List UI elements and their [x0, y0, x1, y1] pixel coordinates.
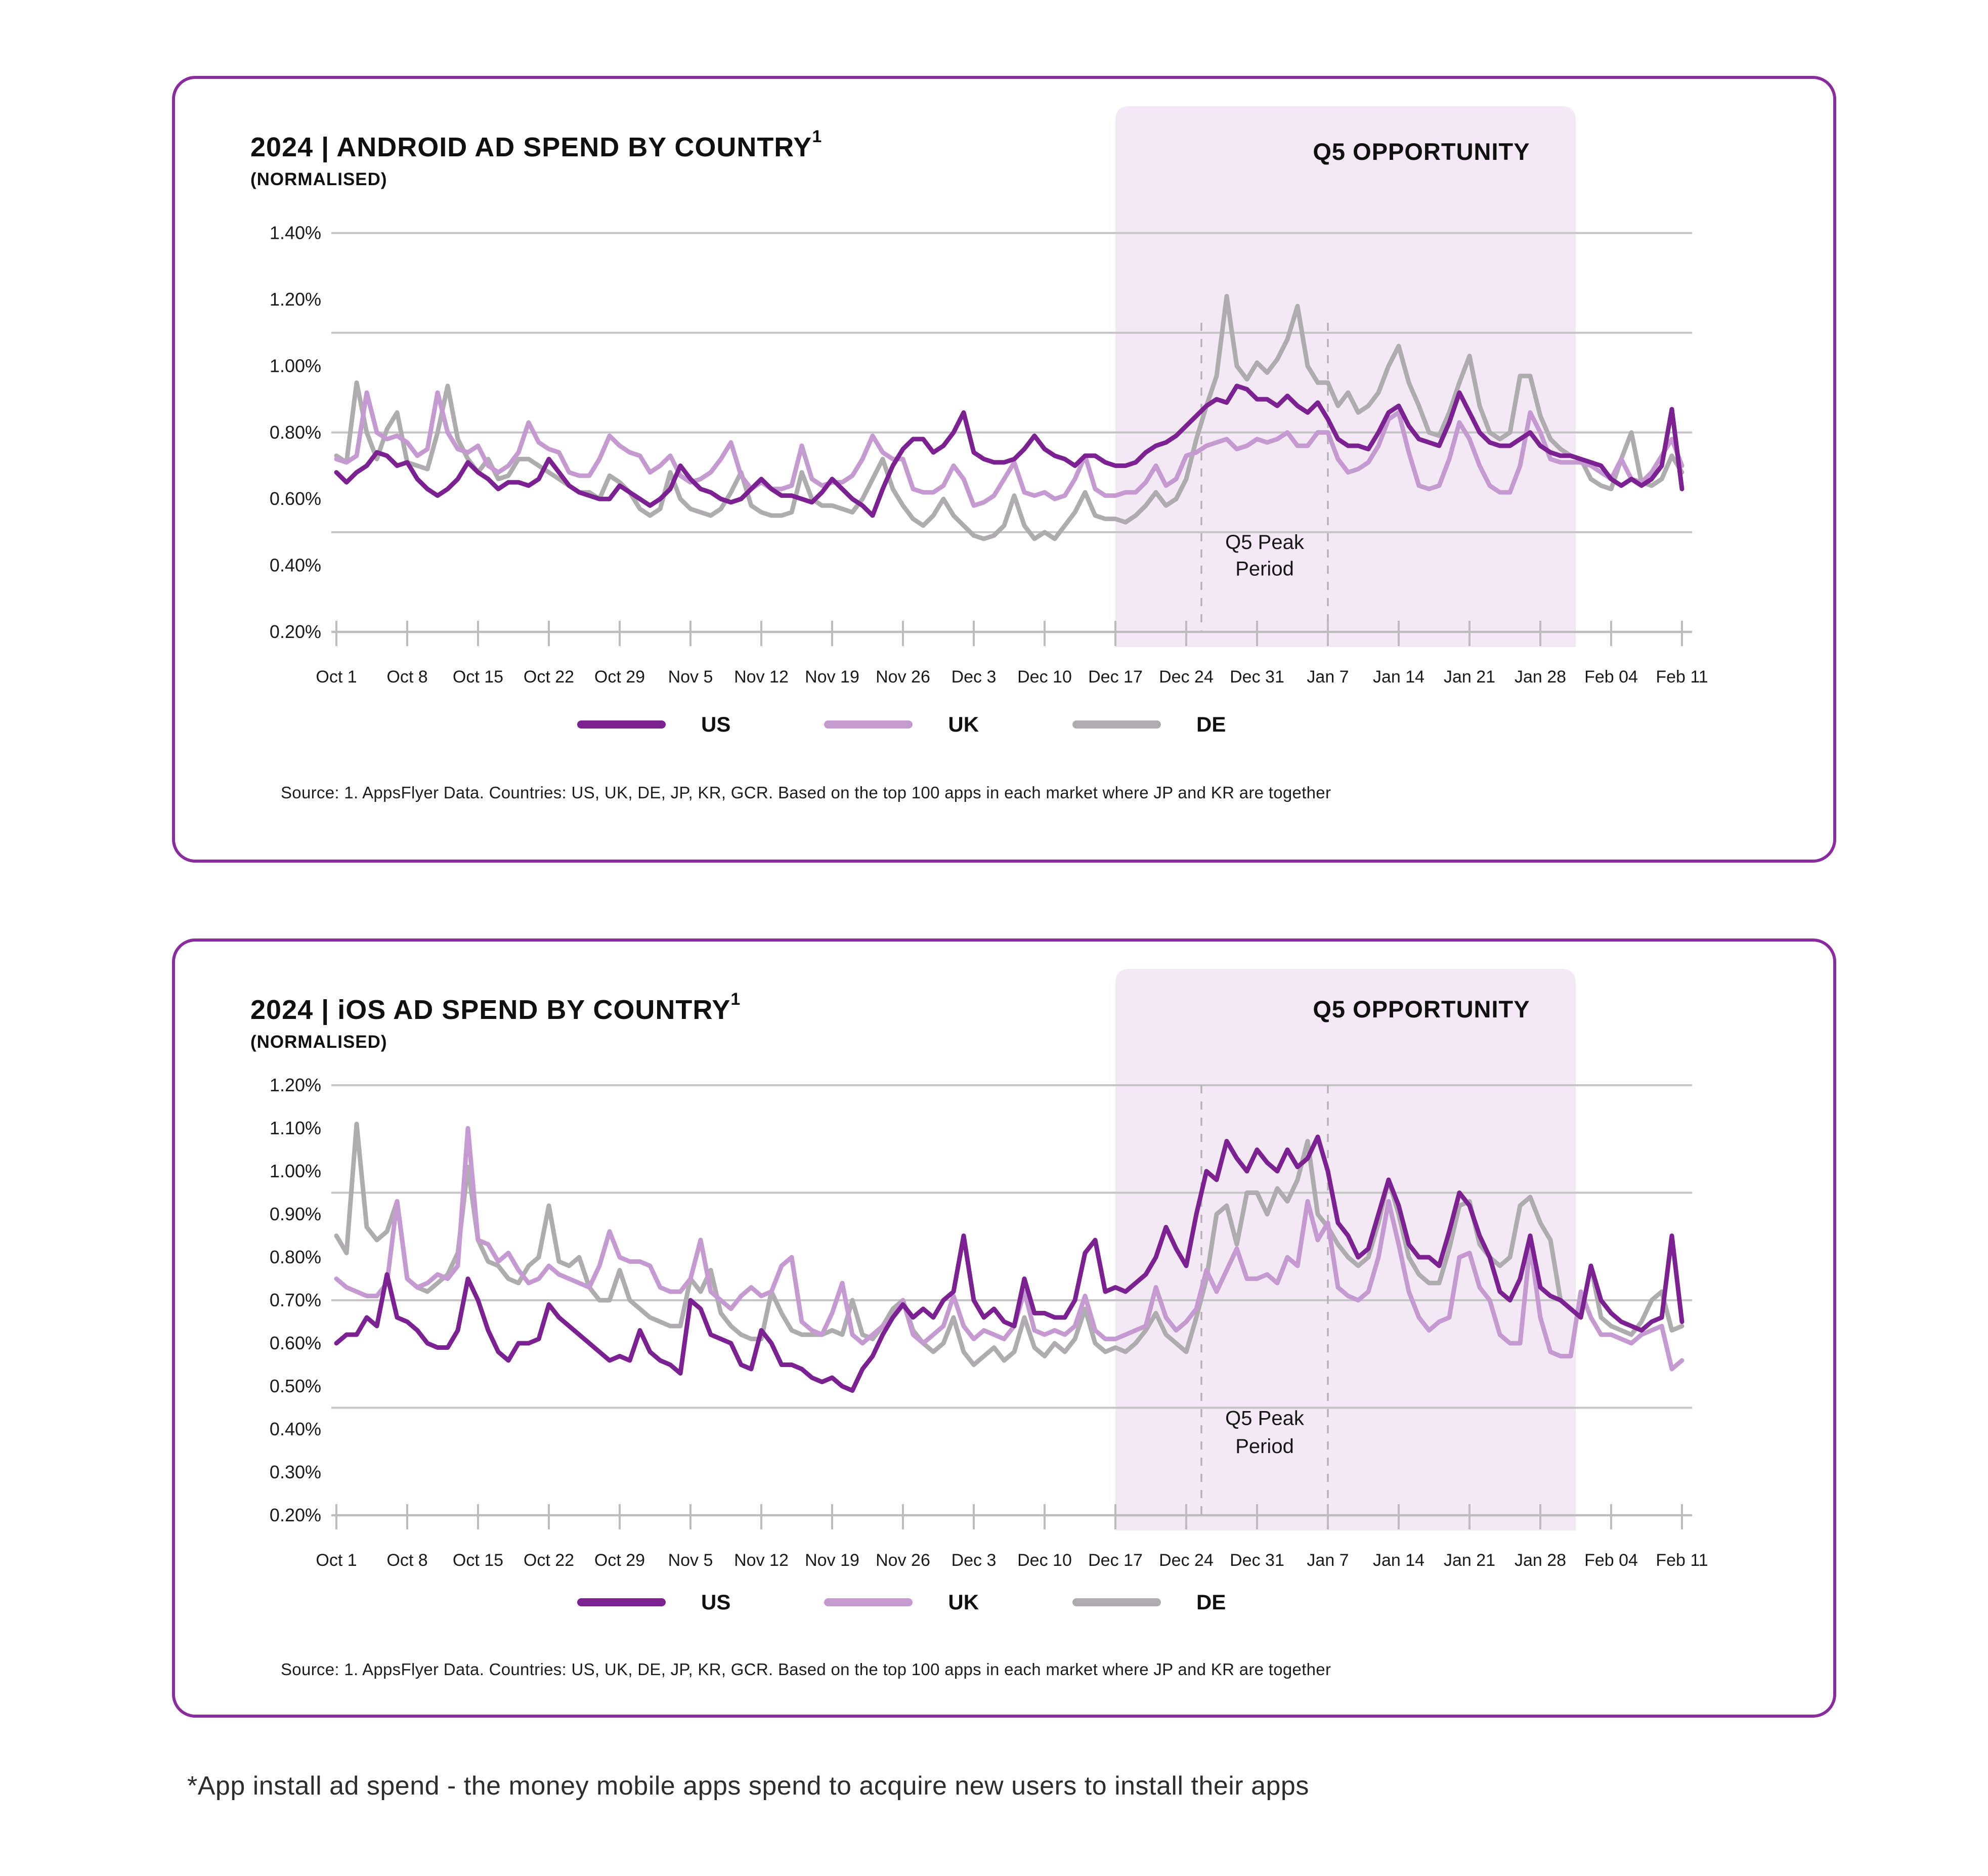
x-tick-label: Dec 10	[1017, 1551, 1072, 1570]
y-tick-label: 0.30%	[269, 1462, 321, 1482]
x-tick-label: Oct 22	[523, 1551, 575, 1570]
x-tick-label: Oct 29	[594, 1551, 645, 1570]
ios-chart-header	[250, 990, 741, 1052]
q5-opportunity-label: Q5 OPPORTUNITY	[1313, 996, 1530, 1022]
y-tick-label: 0.80%	[269, 421, 321, 443]
y-tick-label: 0.80%	[269, 1247, 321, 1267]
us-legend-swatch-icon	[577, 720, 666, 729]
ios-chart-subtitle: (NORMALISED)	[250, 1032, 387, 1052]
x-tick-label: Jan 14	[1372, 667, 1425, 687]
y-tick-label: 0.90%	[269, 1204, 321, 1224]
x-tick-label: Dec 3	[951, 667, 997, 687]
x-tick-label: Oct 29	[594, 667, 645, 687]
x-tick-label: Nov 26	[876, 1551, 930, 1570]
y-tick-label: 0.20%	[269, 621, 321, 642]
ios-legend	[577, 1590, 1226, 1614]
de-legend-swatch-icon	[1072, 1598, 1161, 1606]
legend-label: US	[701, 1590, 731, 1614]
android-source-note: Source: 1. AppsFlyer Data. Countries: US, UK, DE, JP, KR, GCR. Based on the top 100 apps in each market where JP and KR are together	[281, 783, 1331, 802]
legend-item-us	[577, 1590, 730, 1614]
y-tick-label: 0.60%	[269, 1333, 321, 1353]
android-chart-title	[250, 127, 822, 162]
y-tick-label: 1.20%	[269, 289, 321, 310]
uk-legend-swatch-icon	[824, 1598, 913, 1606]
x-tick-label: Oct 15	[452, 667, 504, 687]
x-tick-label: Dec 17	[1088, 1551, 1143, 1570]
ios-chart-card	[172, 939, 1836, 1718]
legend-item-uk	[824, 1590, 979, 1614]
android-title-footnote-marker: 1	[812, 127, 823, 146]
x-tick-label: Oct 8	[386, 1551, 428, 1570]
ios-title-text: 2024 | iOS AD SPEND BY COUNTRY	[250, 995, 731, 1025]
x-tick-label: Dec 3	[951, 1551, 997, 1570]
legend-item-us	[577, 712, 730, 737]
q5-peak-period-label-line: Q5 Peak	[1225, 531, 1304, 553]
android-title-text: 2024 | ANDROID AD SPEND BY COUNTRY	[250, 132, 812, 162]
ios-title-footnote-marker: 1	[730, 990, 741, 1009]
x-tick-label: Oct 1	[316, 1551, 357, 1570]
legend-label: DE	[1196, 712, 1226, 736]
x-tick-label: Nov 12	[734, 667, 789, 687]
legend-label: DE	[1196, 1590, 1226, 1614]
x-tick-label: Dec 24	[1159, 667, 1214, 687]
android-chart-header	[250, 127, 822, 190]
q5-peak-period-label-line: Q5 Peak	[1225, 1407, 1304, 1430]
y-tick-label: 0.50%	[269, 1376, 321, 1396]
android-legend	[577, 712, 1226, 737]
x-tick-label: Jan 14	[1372, 1551, 1425, 1570]
x-tick-label: Nov 12	[734, 1551, 789, 1570]
y-tick-label: 1.00%	[269, 355, 321, 376]
x-tick-label: Feb 11	[1656, 667, 1708, 687]
x-tick-label: Oct 1	[316, 667, 357, 687]
de-legend-swatch-icon	[1072, 720, 1161, 729]
legend-item-de	[1072, 712, 1226, 737]
x-tick-label: Nov 5	[668, 667, 713, 687]
q5-opportunity-label: Q5 OPPORTUNITY	[1313, 138, 1530, 165]
x-tick-label: Oct 22	[523, 667, 575, 687]
y-tick-label: 1.20%	[269, 1075, 321, 1095]
q5-peak-period-label-line: Period	[1235, 558, 1294, 580]
us-legend-swatch-icon	[577, 1598, 666, 1606]
x-tick-label: Feb 04	[1584, 667, 1638, 687]
x-tick-label: Dec 24	[1159, 1551, 1214, 1570]
x-tick-label: Feb 11	[1656, 1551, 1708, 1570]
y-tick-label: 0.40%	[269, 1419, 321, 1439]
ios-chart-title	[250, 990, 741, 1025]
x-tick-label: Dec 31	[1230, 667, 1284, 687]
uk-legend-swatch-icon	[824, 720, 913, 729]
q5-opportunity-band	[1115, 969, 1576, 1530]
android-plot-svg	[175, 79, 1833, 860]
x-tick-label: Jan 28	[1514, 667, 1567, 687]
y-tick-label: 0.40%	[269, 555, 321, 576]
android-chart-subtitle: (NORMALISED)	[250, 169, 387, 190]
q5-opportunity-band	[1115, 106, 1576, 647]
x-tick-label: Jan 21	[1443, 1551, 1496, 1570]
x-tick-label: Jan 7	[1307, 667, 1349, 687]
x-tick-label: Jan 28	[1514, 1551, 1567, 1570]
x-tick-label: Nov 5	[668, 1551, 713, 1570]
y-tick-label: 0.70%	[269, 1290, 321, 1310]
legend-label: UK	[948, 712, 979, 736]
android-chart-card	[172, 76, 1836, 863]
x-tick-label: Oct 8	[386, 667, 428, 687]
y-tick-label: 1.00%	[269, 1161, 321, 1181]
x-tick-label: Nov 19	[805, 1551, 859, 1570]
x-tick-label: Jan 7	[1307, 1551, 1349, 1570]
x-tick-label: Jan 21	[1443, 667, 1496, 687]
x-tick-label: Oct 15	[452, 1551, 504, 1570]
q5-peak-period-label-line: Period	[1235, 1435, 1294, 1458]
legend-item-uk	[824, 712, 979, 737]
x-tick-label: Dec 17	[1088, 667, 1143, 687]
legend-label: US	[701, 712, 731, 736]
y-tick-label: 1.10%	[269, 1118, 321, 1138]
legend-item-de	[1072, 1590, 1226, 1614]
y-tick-label: 0.60%	[269, 488, 321, 509]
x-tick-label: Nov 26	[876, 667, 930, 687]
footer-caption: *App install ad spend - the money mobile apps spend to acquire new users to install their apps	[187, 1771, 1309, 1801]
x-tick-label: Feb 04	[1584, 1551, 1638, 1570]
y-tick-label: 0.20%	[269, 1505, 321, 1525]
x-tick-label: Dec 10	[1017, 667, 1072, 687]
x-tick-label: Dec 31	[1230, 1551, 1284, 1570]
y-tick-label: 1.40%	[269, 222, 321, 243]
x-tick-label: Nov 19	[805, 667, 859, 687]
legend-label: UK	[948, 1590, 979, 1614]
ios-source-note: Source: 1. AppsFlyer Data. Countries: US, UK, DE, JP, KR, GCR. Based on the top 100 apps in each market where JP and KR are together	[281, 1660, 1331, 1679]
